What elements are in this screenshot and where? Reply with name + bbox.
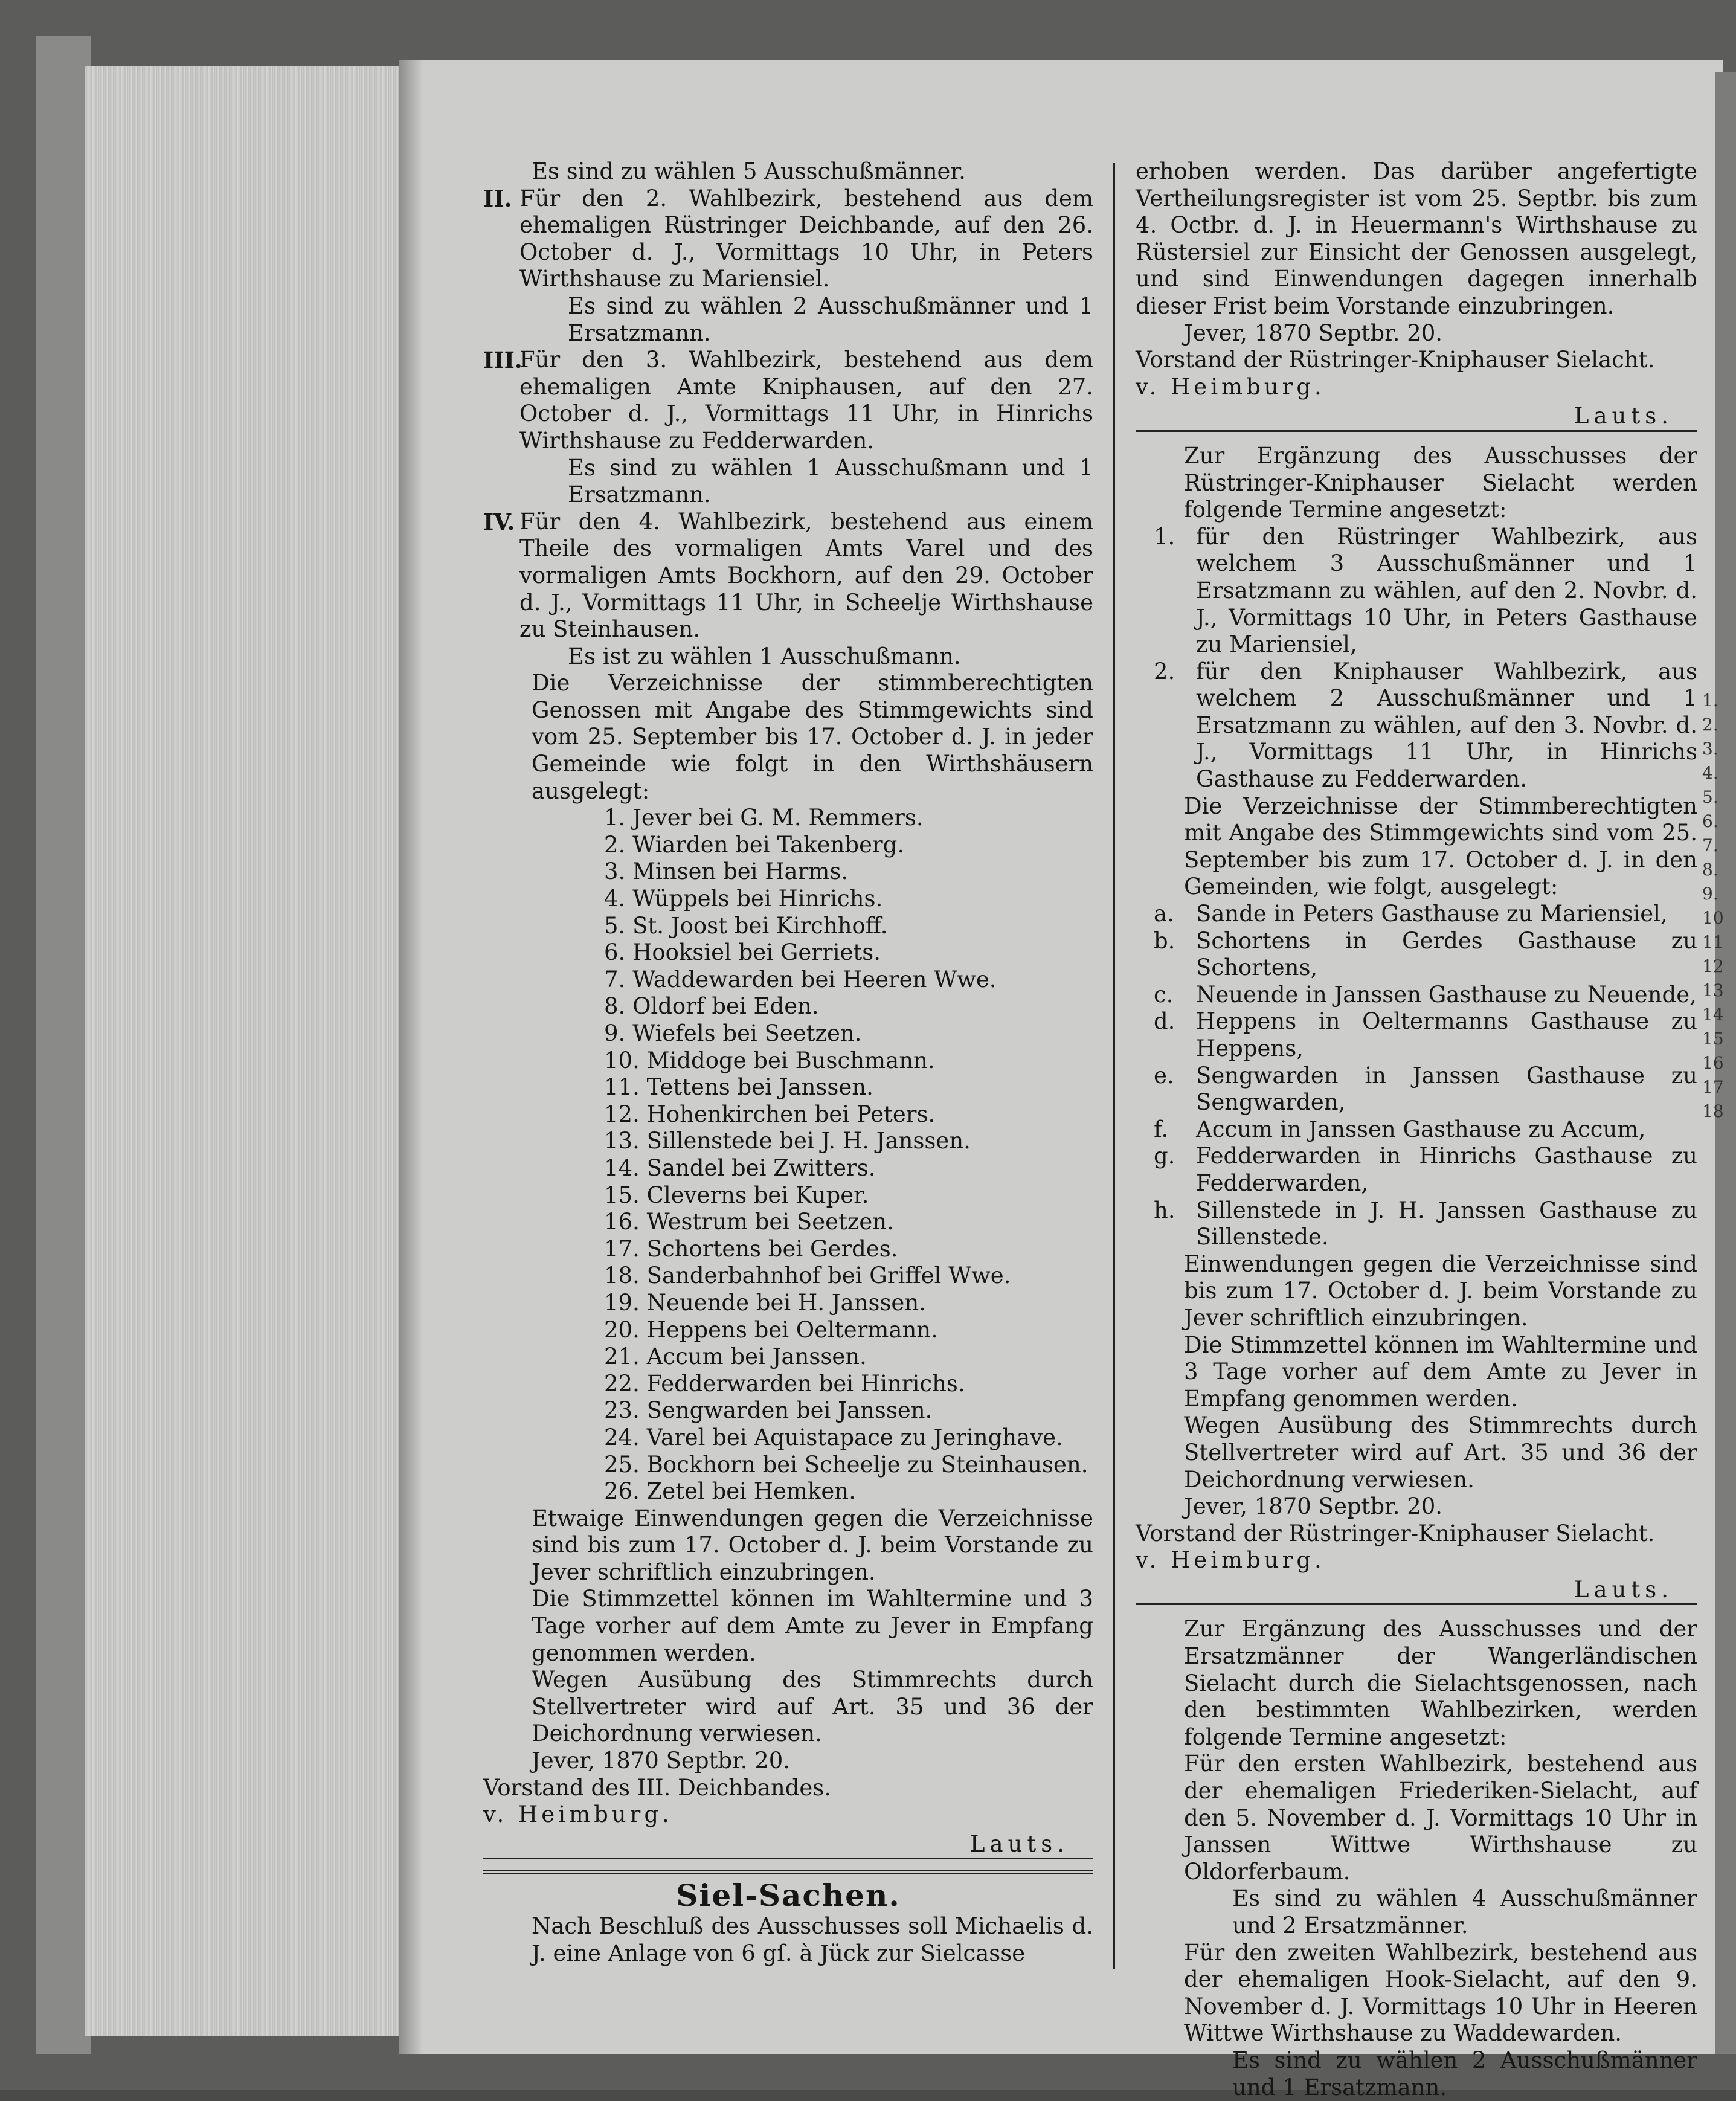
lists-intro: Die Verzeichnisse der Stimmberechtigten mit Angabe des Stimmgewichts sind vom 25. September bis zum 17. October d. J. in den Gemeinden, wie folgt, ausgelegt:	[1184, 793, 1697, 900]
item-label: d.	[1154, 1008, 1175, 1035]
list-item: 12. Hohenkirchen bei Peters.	[604, 1101, 936, 1127]
list-item	[1136, 1197, 1697, 1251]
notice-intro: Zur Ergänzung des Ausschusses der Rüstringer-Kniphauser Sielacht werden folgende Termine angesetzt:	[1184, 442, 1697, 523]
edge-number: 12	[1702, 956, 1724, 976]
book-cover-edge	[36, 36, 91, 2054]
proxy-paragraph: Wegen Ausübung des Stimmrechts durch Stellvertreter wird auf Art. 35 und 36 der Deichordnung verwiesen.	[1184, 1412, 1697, 1493]
continued-paragraph: erhoben werden. Das darüber angefertigte Vertheilungsregister ist vom 25. Septbr. bis zum 4. Octbr. d. J. in Heuermann's Wirthshause zu Rüstersiel zur Einsicht der Genossen ausgelegt, und sind Einwendungen dagegen innerhalb dieser Frist beim Vorstande einzubringen.	[1136, 158, 1697, 319]
list-item: 15. Cleverns bei Kuper.	[604, 1182, 869, 1208]
edge-number: 9.	[1702, 884, 1718, 904]
district-3	[483, 347, 1093, 509]
list-item: 2. Wiarden bei Takenberg.	[604, 831, 905, 858]
left-column	[483, 158, 1093, 1967]
list-item: 11. Tettens bei Janssen.	[604, 1074, 873, 1101]
edge-number: 11	[1702, 932, 1724, 952]
district-numeral: III.	[483, 347, 522, 374]
list-item: 25. Bockhorn bei Scheelje zu Steinhausen.	[604, 1451, 1088, 1478]
printer-name: Lauts.	[1574, 403, 1673, 430]
list-item: 10. Middoge bei Buschmann.	[604, 1047, 935, 1073]
list-item	[1136, 901, 1697, 928]
list-item	[1136, 982, 1697, 1009]
edge-number: 18	[1702, 1101, 1724, 1121]
list-item: 13. Sillenstede bei J. H. Janssen.	[604, 1128, 971, 1154]
item-text: Neuende in Janssen Gasthause zu Neuende,	[1196, 981, 1697, 1008]
edge-number: 2.	[1702, 715, 1718, 735]
item-label: 1.	[1154, 523, 1175, 550]
item-text: Accum in Janssen Gasthause zu Accum,	[1196, 1116, 1646, 1142]
district-text: Für den zweiten Wahlbezirk, bestehend aus der ehemaligen Hook-Sielacht, auf den 9. November d. J. Vormittags 10 Uhr in Heeren Wittwe Wirthshause zu Waddewarden.	[1184, 1939, 1697, 2047]
item-text: Sengwarden in Janssen Gasthause zu Sengwarden,	[1196, 1062, 1697, 1116]
list-item	[1136, 1116, 1697, 1144]
list-item	[1136, 1143, 1697, 1197]
ballots-paragraph: Die Stimmzettel können im Wahltermine und 3 Tage vorher auf dem Amte zu Jever in Empfang genommen werden.	[532, 1586, 1093, 1666]
item-text: Fedderwarden in Hinrichs Gasthause zu Fedderwarden,	[1196, 1143, 1697, 1196]
district-numeral: II.	[483, 185, 512, 212]
places-list	[483, 805, 1093, 1505]
edge-number: 16	[1702, 1053, 1724, 1073]
district-text: Für den ersten Wahlbezirk, bestehend aus der ehemaligen Friederiken-Sielacht, auf den 5. November d. J. Vormittags 10 Uhr in Janssen Wittwe Wirthshause zu Oldorferbaum.	[1184, 1751, 1697, 1885]
edge-number: 17	[1702, 1077, 1724, 1097]
list-item: 17. Schortens bei Gerdes.	[604, 1235, 898, 1262]
list-item	[1136, 928, 1697, 982]
notice-intro: Zur Ergänzung des Ausschusses und der Ersatzmänner der Wangerländischen Sielacht durch die Sielachtsgenossen, nach den bestimmten Wahlbezirken, werden folgende Termine angesetzt:	[1184, 1616, 1697, 1750]
list-item: 24. Varel bei Aquistapace zu Jeringhave.	[604, 1424, 1063, 1450]
list-item: 23. Sengwarden bei Janssen.	[604, 1397, 933, 1424]
district-note: Es sind zu wählen 1 Ausschußmann und 1 Ersatzmann.	[568, 454, 1093, 508]
item-label: h.	[1154, 1197, 1175, 1223]
district-4	[483, 509, 1093, 671]
places-list	[1136, 901, 1697, 1251]
page-edges	[85, 66, 399, 2036]
list-item	[1136, 1063, 1697, 1116]
place-date: Jever, 1870 Septbr. 20.	[532, 1748, 791, 1774]
edge-number: 14	[1702, 1005, 1724, 1025]
place-date: Jever, 1870 Septbr. 20.	[1184, 320, 1443, 346]
printer-name: Lauts.	[1574, 1576, 1673, 1603]
edge-number: 7.	[1702, 835, 1718, 855]
edge-number: 15	[1702, 1029, 1724, 1049]
lists-intro: Die Verzeichnisse der stimmberechtigten Genossen mit Angabe des Stimmgewichts sind vom 25. September bis 17. October d. J. in jeder Gemeinde wie folgt in den Wirthshäusern ausgelegt:	[532, 670, 1093, 804]
list-item: 5. St. Joost bei Kirchhoff.	[604, 912, 888, 939]
district-text: Für den 2. Wahlbezirk, bestehend aus dem ehemaligen Rüstringer Deichbande, auf den 26. October d. J., Vormittags 10 Uhr, in Peters Wirthshause zu Mariensiel.	[519, 185, 1093, 292]
intro-note: Es sind zu wählen 5 Ausschußmänner.	[532, 158, 966, 184]
list-item: 16. Westrum bei Seetzen.	[604, 1209, 894, 1235]
item-text: Schortens in Gerdes Gasthause zu Schortens,	[1196, 927, 1697, 981]
edge-number: 4.	[1702, 763, 1718, 783]
list-item: 26. Zetel bei Hemken.	[604, 1478, 856, 1505]
objections-paragraph: Einwendungen gegen die Verzeichnisse sind bis zum 17. October d. J. beim Vorstande zu Jever schriftlich einzubringen.	[1184, 1250, 1697, 1331]
list-item: 19. Neuende bei H. Janssen.	[604, 1289, 926, 1316]
list-item	[1136, 1008, 1697, 1062]
printer-line	[1136, 403, 1697, 432]
district-2	[483, 185, 1093, 347]
edge-number: 13	[1702, 980, 1724, 1000]
district-note: Es sind zu wählen 4 Ausschußmänner und 2 Ersatzmänner.	[1232, 1885, 1697, 1939]
list-item: 6. Hooksiel bei Gerriets.	[604, 939, 881, 966]
column-divider	[1113, 163, 1115, 1969]
item-text: für den Rüstringer Wahlbezirk, aus welchem 3 Ausschußmänner und 1 Ersatzmann zu wählen, auf den 2. Novbr. d. J., Vormittags 10 Uhr, in Peters Gasthause zu Mariensiel,	[1196, 523, 1697, 658]
list-item	[1136, 524, 1697, 658]
district-note: Es sind zu wählen 2 Ausschußmänner und 1 Ersatzmann.	[568, 292, 1093, 346]
edge-number: 1.	[1702, 690, 1718, 710]
section-heading: Siel-Sachen.	[483, 1870, 1093, 1910]
district-text: Für den 4. Wahlbezirk, bestehend aus einem Theile des vormaligen Amts Varel und des vormaligen Amts Bockhorn, auf den 29. October d. J., Vormittags 11 Uhr, in Scheelje Wirthshause zu Steinhausen.	[519, 508, 1093, 643]
item-text: Sande in Peters Gasthause zu Mariensiel,	[1196, 901, 1668, 927]
edge-number: 5.	[1702, 787, 1718, 807]
place-date: Jever, 1870 Septbr. 20.	[1184, 1493, 1443, 1520]
list-item	[1136, 658, 1697, 793]
list-item: 14. Sandel bei Zwitters.	[604, 1154, 876, 1181]
printer-line	[1136, 1577, 1697, 1606]
item-label: g.	[1154, 1143, 1175, 1170]
item-label: b.	[1154, 927, 1175, 954]
next-page-bleed	[1702, 689, 1726, 1124]
list-item: 7. Waddewarden bei Heeren Wwe.	[604, 966, 997, 993]
right-column	[1136, 158, 1697, 2101]
edge-number: 6.	[1702, 811, 1718, 831]
signature: v. Heimburg.	[1136, 1547, 1325, 1574]
printer-name: Lauts.	[969, 1830, 1069, 1857]
board-name: Vorstand der Rüstringer-Kniphauser Sielacht.	[1136, 347, 1655, 373]
district-note: Es ist zu wählen 1 Ausschußmann.	[568, 643, 961, 669]
terms-list	[1136, 524, 1697, 793]
siel-paragraph: Nach Beschluß des Ausschusses soll Michaelis d. J. eine Anlage von 6 gſ. à Jück zur Sielcasse	[532, 1913, 1093, 1966]
item-text: Heppens in Oeltermanns Gasthause zu Heppens,	[1196, 1008, 1697, 1061]
objections-paragraph: Etwaige Einwendungen gegen die Verzeichnisse sind bis zum 17. October d. J. beim Vorstande zu Jever schriftlich einzubringen.	[532, 1505, 1093, 1585]
edge-number: 10	[1702, 908, 1724, 928]
board-name: Vorstand des III. Deichbandes.	[483, 1774, 832, 1801]
item-text: für den Kniphauser Wahlbezirk, aus welchem 2 Ausschußmänner und 1 Ersatzmann zu wählen, auf den 3. Novbr. d. J., Vormittags 11 Uhr, in Hinrichs Gasthause zu Fedderwarden.	[1196, 658, 1697, 793]
signature: v. Heimburg.	[483, 1801, 673, 1828]
item-label: a.	[1154, 901, 1174, 927]
item-text: Sillenstede in J. H. Janssen Gasthause zu Sillenstede.	[1196, 1197, 1697, 1250]
list-item: 4. Wüppels bei Hinrichs.	[604, 886, 883, 912]
item-label: 2.	[1154, 658, 1175, 684]
proxy-paragraph: Wegen Ausübung des Stimmrechts durch Stellvertreter wird auf Art. 35 und 36 der Deichordnung verwiesen.	[532, 1667, 1093, 1747]
list-item: 18. Sanderbahnhof bei Griffel Wwe.	[604, 1263, 1011, 1289]
list-item: 20. Heppens bei Oeltermann.	[604, 1316, 938, 1343]
list-item: 22. Fedderwarden bei Hinrichs.	[604, 1370, 965, 1397]
item-label: c.	[1154, 981, 1174, 1008]
district-numeral: IV.	[483, 508, 515, 535]
list-item: 9. Wiefels bei Seetzen.	[604, 1020, 862, 1046]
signature: v. Heimburg.	[1136, 373, 1325, 400]
printer-line	[483, 1831, 1093, 1860]
list-item: 1. Jever bei G. M. Remmers.	[604, 805, 924, 831]
edge-number: 8.	[1702, 860, 1718, 880]
item-label: f.	[1154, 1116, 1169, 1142]
list-item: 21. Accum bei Janssen.	[604, 1343, 867, 1370]
gutter-shadow	[399, 60, 423, 2054]
list-item: 3. Minsen bei Harms.	[604, 858, 849, 885]
ballots-paragraph: Die Stimmzettel können im Wahltermine und 3 Tage vorher auf dem Amte zu Jever in Empfang genommen werden.	[1184, 1331, 1697, 1412]
board-name: Vorstand der Rüstringer-Kniphauser Sielacht.	[1136, 1520, 1655, 1546]
edge-number: 3.	[1702, 739, 1718, 759]
list-item: 8. Oldorf bei Eden.	[604, 993, 819, 1020]
district-note: Es sind zu wählen 2 Ausschußmänner und 1 Ersatzmann.	[1232, 2047, 1697, 2100]
item-label: e.	[1154, 1062, 1174, 1089]
district-text: Für den 3. Wahlbezirk, bestehend aus dem ehemaligen Amte Kniphausen, auf den 27. October d. J., Vormittags 11 Uhr, in Hinrichs Wirthshause zu Fedderwarden.	[519, 347, 1093, 454]
